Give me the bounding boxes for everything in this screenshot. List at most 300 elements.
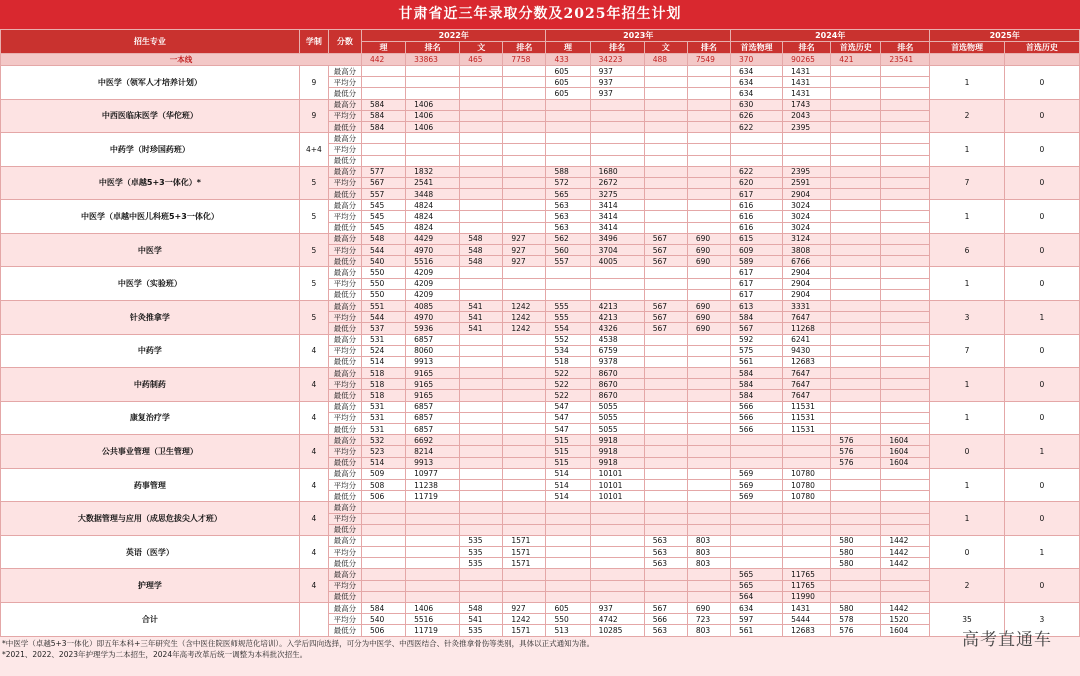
score-cell xyxy=(546,558,590,569)
score-cell xyxy=(831,166,881,177)
score-cell: 10101 xyxy=(590,479,644,490)
score-cell: 1743 xyxy=(783,99,831,110)
header-2023: 2023年 xyxy=(546,30,730,42)
major-name: 中医学（卓越中医儿科班5+3一体化） xyxy=(1,200,300,234)
header-score: 分数 xyxy=(328,30,361,54)
score-cell xyxy=(687,66,730,77)
score-cell: 4209 xyxy=(406,289,460,300)
score-cell xyxy=(460,502,503,513)
score-cell xyxy=(687,334,730,345)
score-cell xyxy=(881,468,930,479)
score-cell xyxy=(831,513,881,524)
score-cell xyxy=(881,345,930,356)
score-cell xyxy=(687,401,730,412)
plan-history: 0 xyxy=(1004,569,1079,603)
score-cell: 514 xyxy=(546,491,590,502)
score-cell xyxy=(644,189,687,200)
score-cell xyxy=(503,289,546,300)
plan-physics: 1 xyxy=(930,66,1004,100)
score-cell: 634 xyxy=(730,66,782,77)
score-cell: 3024 xyxy=(783,200,831,211)
score-cell: 550 xyxy=(361,267,405,278)
score-type-label: 最低分 xyxy=(328,356,361,367)
score-cell: 515 xyxy=(546,446,590,457)
score-cell: 4824 xyxy=(406,200,460,211)
score-cell xyxy=(406,547,460,558)
score-cell: 540 xyxy=(361,256,405,267)
score-cell: 515 xyxy=(546,435,590,446)
score-cell xyxy=(406,502,460,513)
score-cell xyxy=(881,312,930,323)
score-cell xyxy=(687,390,730,401)
score-cell: 531 xyxy=(361,424,405,435)
score-cell: 5516 xyxy=(406,614,460,625)
score-cell xyxy=(881,177,930,188)
score-cell: 3331 xyxy=(783,300,831,311)
score-cell: 4824 xyxy=(406,211,460,222)
plan-physics: 1 xyxy=(930,267,1004,301)
score-cell xyxy=(687,491,730,502)
score-cell xyxy=(644,66,687,77)
score-cell: 566 xyxy=(730,401,782,412)
score-cell: 563 xyxy=(644,625,687,636)
score-cell xyxy=(831,144,881,155)
header-sub-col: 文 xyxy=(460,42,503,54)
score-cell xyxy=(460,166,503,177)
table-row xyxy=(1,99,1080,110)
score-cell: 522 xyxy=(546,379,590,390)
score-cell xyxy=(831,412,881,423)
score-cell xyxy=(730,535,782,546)
score-cell xyxy=(831,278,881,289)
score-cell: 11531 xyxy=(783,401,831,412)
major-years: 5 xyxy=(299,233,328,267)
score-cell xyxy=(783,513,831,524)
table-row xyxy=(1,334,1080,345)
score-cell: 1431 xyxy=(783,77,831,88)
score-cell xyxy=(783,547,831,558)
score-cell xyxy=(687,166,730,177)
baseline-value: 442 xyxy=(361,54,405,66)
plan-history: 0 xyxy=(1004,334,1079,368)
score-cell xyxy=(687,468,730,479)
score-cell: 5936 xyxy=(406,323,460,334)
score-cell xyxy=(831,267,881,278)
score-cell xyxy=(881,513,930,524)
score-cell xyxy=(546,278,590,289)
score-cell: 1832 xyxy=(406,166,460,177)
table-row xyxy=(1,133,1080,144)
score-cell: 565 xyxy=(730,569,782,580)
score-cell: 506 xyxy=(361,625,405,636)
score-cell xyxy=(546,535,590,546)
score-cell: 567 xyxy=(644,603,687,614)
score-cell xyxy=(881,412,930,423)
score-cell: 4824 xyxy=(406,222,460,233)
score-cell: 8060 xyxy=(406,345,460,356)
score-cell: 4538 xyxy=(590,334,644,345)
score-cell xyxy=(361,133,405,144)
major-group xyxy=(1,99,1080,133)
score-cell: 6857 xyxy=(406,424,460,435)
score-cell: 10780 xyxy=(783,491,831,502)
score-cell: 11765 xyxy=(783,580,831,591)
score-cell xyxy=(730,524,782,535)
score-cell: 634 xyxy=(730,77,782,88)
major-years: 5 xyxy=(299,200,328,234)
score-cell xyxy=(881,379,930,390)
score-cell: 547 xyxy=(546,424,590,435)
header-sub-col: 理 xyxy=(361,42,405,54)
score-cell: 10101 xyxy=(590,468,644,479)
score-cell xyxy=(460,211,503,222)
plan-physics: 35 xyxy=(930,603,1004,637)
header-sub-col: 理 xyxy=(546,42,590,54)
header-sub-col: 排名 xyxy=(881,42,930,54)
score-type-label: 平均分 xyxy=(328,77,361,88)
score-cell xyxy=(590,144,644,155)
score-cell: 547 xyxy=(546,401,590,412)
score-cell xyxy=(730,155,782,166)
score-cell xyxy=(503,88,546,99)
major-name: 中医学 xyxy=(1,233,300,267)
score-cell xyxy=(687,144,730,155)
score-cell: 3808 xyxy=(783,245,831,256)
score-cell: 544 xyxy=(361,312,405,323)
score-cell xyxy=(831,77,881,88)
score-cell xyxy=(881,569,930,580)
score-cell xyxy=(503,166,546,177)
score-cell: 548 xyxy=(460,256,503,267)
score-cell xyxy=(644,435,687,446)
score-cell: 11238 xyxy=(406,479,460,490)
score-cell: 8214 xyxy=(406,446,460,457)
score-cell xyxy=(546,502,590,513)
score-cell: 567 xyxy=(644,312,687,323)
score-cell: 547 xyxy=(546,412,590,423)
major-years: 9 xyxy=(299,66,328,100)
score-cell: 3024 xyxy=(783,222,831,233)
score-cell: 1571 xyxy=(503,625,546,636)
score-cell xyxy=(503,110,546,121)
score-cell: 12683 xyxy=(783,356,831,367)
score-cell: 2904 xyxy=(783,278,831,289)
admission-score-table xyxy=(0,29,1080,637)
score-cell: 589 xyxy=(730,256,782,267)
score-cell: 541 xyxy=(460,300,503,311)
baseline-value: 370 xyxy=(730,54,782,66)
major-name: 针灸推拿学 xyxy=(1,300,300,334)
footnote-1: *中医学（卓越5+3一体化）即五年本科+三年研究生（含中医住院医师规范化培训）。入学后四向选择，可分为中医学、中西医结合、针灸推拿骨伤等类别，具体以正式通知为准。 xyxy=(2,639,595,648)
score-type-label: 最低分 xyxy=(328,524,361,535)
score-cell xyxy=(687,289,730,300)
score-cell xyxy=(730,547,782,558)
score-cell: 524 xyxy=(361,345,405,356)
score-cell xyxy=(406,558,460,569)
score-type-label: 平均分 xyxy=(328,547,361,558)
score-cell xyxy=(881,110,930,121)
score-cell: 10101 xyxy=(590,491,644,502)
score-cell: 1406 xyxy=(406,110,460,121)
plan-history: 0 xyxy=(1004,133,1079,167)
score-cell: 11268 xyxy=(783,323,831,334)
plan-physics: 2 xyxy=(930,99,1004,133)
score-cell xyxy=(881,368,930,379)
score-cell: 567 xyxy=(644,300,687,311)
major-group xyxy=(1,133,1080,167)
major-group xyxy=(1,300,1080,334)
major-years: 4 xyxy=(299,535,328,569)
score-cell xyxy=(881,77,930,88)
score-cell: 3124 xyxy=(783,233,831,244)
score-cell xyxy=(687,591,730,602)
score-cell xyxy=(503,580,546,591)
score-cell xyxy=(503,77,546,88)
score-cell xyxy=(881,356,930,367)
plan-history: 0 xyxy=(1004,368,1079,402)
score-cell: 4970 xyxy=(406,312,460,323)
score-cell xyxy=(644,479,687,490)
score-cell xyxy=(881,502,930,513)
score-cell xyxy=(881,323,930,334)
score-type-label: 最高分 xyxy=(328,200,361,211)
score-cell xyxy=(881,580,930,591)
major-name: 中医学（实验班） xyxy=(1,267,300,301)
score-cell: 9165 xyxy=(406,390,460,401)
header-2022: 2022年 xyxy=(361,30,545,42)
table-row xyxy=(1,267,1080,278)
score-cell: 531 xyxy=(361,412,405,423)
plan-physics: 7 xyxy=(930,166,1004,200)
score-cell xyxy=(460,390,503,401)
score-cell: 690 xyxy=(687,245,730,256)
plan-physics: 1 xyxy=(930,368,1004,402)
score-cell: 584 xyxy=(730,379,782,390)
brand-watermark: 高考直通车 xyxy=(962,630,1052,650)
score-type-label: 最低分 xyxy=(328,591,361,602)
score-type-label: 平均分 xyxy=(328,614,361,625)
score-cell xyxy=(687,200,730,211)
score-cell: 522 xyxy=(546,390,590,401)
score-cell xyxy=(361,569,405,580)
score-cell xyxy=(831,110,881,121)
score-type-label: 平均分 xyxy=(328,379,361,390)
baseline-empty xyxy=(1004,54,1079,66)
major-name: 康复治疗学 xyxy=(1,401,300,435)
score-cell: 616 xyxy=(730,222,782,233)
score-type-label: 最低分 xyxy=(328,121,361,132)
score-cell xyxy=(831,200,881,211)
score-cell: 567 xyxy=(644,256,687,267)
score-cell: 1604 xyxy=(881,446,930,457)
score-cell: 523 xyxy=(361,446,405,457)
score-cell: 609 xyxy=(730,245,782,256)
score-cell xyxy=(590,524,644,535)
score-cell xyxy=(460,401,503,412)
score-cell: 2043 xyxy=(783,110,831,121)
score-cell: 9918 xyxy=(590,435,644,446)
score-cell xyxy=(881,66,930,77)
score-cell: 557 xyxy=(361,189,405,200)
score-cell xyxy=(881,144,930,155)
score-cell: 8670 xyxy=(590,379,644,390)
score-cell xyxy=(881,245,930,256)
score-cell: 1571 xyxy=(503,535,546,546)
score-cell: 566 xyxy=(730,424,782,435)
score-cell: 4005 xyxy=(590,256,644,267)
score-cell: 563 xyxy=(546,200,590,211)
score-cell xyxy=(503,502,546,513)
score-cell: 9165 xyxy=(406,379,460,390)
score-cell: 605 xyxy=(546,88,590,99)
score-cell xyxy=(831,424,881,435)
score-cell xyxy=(783,133,831,144)
score-cell xyxy=(687,356,730,367)
score-cell xyxy=(831,256,881,267)
score-cell xyxy=(644,401,687,412)
score-cell: 9378 xyxy=(590,356,644,367)
score-cell: 513 xyxy=(546,625,590,636)
score-cell xyxy=(503,211,546,222)
score-cell: 5055 xyxy=(590,401,644,412)
score-cell: 10780 xyxy=(783,468,831,479)
score-cell: 7647 xyxy=(783,312,831,323)
score-cell: 518 xyxy=(361,379,405,390)
major-name: 护理学 xyxy=(1,569,300,603)
score-cell xyxy=(783,435,831,446)
score-cell xyxy=(361,66,405,77)
score-cell xyxy=(590,155,644,166)
score-cell: 937 xyxy=(590,603,644,614)
score-cell: 12683 xyxy=(783,625,831,636)
score-cell xyxy=(831,155,881,166)
score-cell xyxy=(460,110,503,121)
score-cell: 937 xyxy=(590,77,644,88)
score-type-label: 最高分 xyxy=(328,603,361,614)
score-cell: 514 xyxy=(361,457,405,468)
score-cell xyxy=(503,424,546,435)
score-cell: 9918 xyxy=(590,446,644,457)
score-cell xyxy=(881,300,930,311)
score-cell xyxy=(460,88,503,99)
table-row xyxy=(1,435,1080,446)
score-cell xyxy=(503,569,546,580)
major-name: 大数据管理与应用（成思危拔尖人才班） xyxy=(1,502,300,536)
plan-history: 0 xyxy=(1004,502,1079,536)
score-type-label: 最低分 xyxy=(328,189,361,200)
score-cell: 563 xyxy=(644,547,687,558)
score-cell: 1442 xyxy=(881,603,930,614)
score-type-label: 最低分 xyxy=(328,390,361,401)
score-cell: 1406 xyxy=(406,603,460,614)
score-cell: 690 xyxy=(687,312,730,323)
score-cell xyxy=(460,379,503,390)
baseline-empty xyxy=(930,54,1004,66)
score-cell xyxy=(546,547,590,558)
major-years: 9 xyxy=(299,99,328,133)
score-cell xyxy=(730,457,782,468)
score-cell xyxy=(503,356,546,367)
score-type-label: 最高分 xyxy=(328,334,361,345)
score-cell xyxy=(831,121,881,132)
score-cell xyxy=(644,278,687,289)
major-name: 合计 xyxy=(1,603,300,637)
score-cell xyxy=(503,524,546,535)
major-years: 4 xyxy=(299,468,328,502)
score-cell: 3414 xyxy=(590,211,644,222)
plan-physics: 1 xyxy=(930,502,1004,536)
score-cell: 584 xyxy=(361,603,405,614)
score-cell xyxy=(546,110,590,121)
score-cell: 506 xyxy=(361,491,405,502)
major-group xyxy=(1,569,1080,603)
score-cell xyxy=(503,267,546,278)
score-cell: 10285 xyxy=(590,625,644,636)
score-cell xyxy=(881,289,930,300)
score-cell xyxy=(503,446,546,457)
score-type-label: 最高分 xyxy=(328,535,361,546)
score-cell xyxy=(460,368,503,379)
footnote-2: *2021、2022、2023年护理学为二本招生，2024年高考改革后统一调整为本科批次招生。 xyxy=(2,650,308,659)
score-type-label: 平均分 xyxy=(328,412,361,423)
score-cell: 11990 xyxy=(783,591,831,602)
score-cell xyxy=(881,390,930,401)
score-cell xyxy=(644,177,687,188)
score-cell xyxy=(831,99,881,110)
score-cell xyxy=(687,110,730,121)
score-cell xyxy=(831,323,881,334)
score-type-label: 最低分 xyxy=(328,256,361,267)
score-cell: 545 xyxy=(361,200,405,211)
score-cell: 535 xyxy=(460,558,503,569)
score-cell: 1242 xyxy=(503,312,546,323)
score-cell xyxy=(503,177,546,188)
major-years: 4 xyxy=(299,502,328,536)
score-cell xyxy=(644,457,687,468)
score-cell xyxy=(644,524,687,535)
score-cell: 9918 xyxy=(590,457,644,468)
baseline-value: 421 xyxy=(831,54,881,66)
score-cell xyxy=(406,569,460,580)
score-cell: 567 xyxy=(644,233,687,244)
score-cell: 565 xyxy=(546,189,590,200)
score-cell xyxy=(831,345,881,356)
score-cell xyxy=(831,468,881,479)
major-group xyxy=(1,502,1080,536)
score-type-label: 平均分 xyxy=(328,345,361,356)
score-cell: 1442 xyxy=(881,547,930,558)
score-cell: 613 xyxy=(730,300,782,311)
score-cell: 567 xyxy=(361,177,405,188)
score-cell: 1406 xyxy=(406,99,460,110)
score-cell xyxy=(644,345,687,356)
score-cell xyxy=(546,133,590,144)
score-cell: 518 xyxy=(361,368,405,379)
score-cell: 569 xyxy=(730,491,782,502)
score-cell xyxy=(687,412,730,423)
score-cell: 9913 xyxy=(406,457,460,468)
table-row xyxy=(1,401,1080,412)
score-type-label: 最高分 xyxy=(328,368,361,379)
header-sub-col: 排名 xyxy=(503,42,546,54)
score-cell xyxy=(687,222,730,233)
score-cell: 1604 xyxy=(881,625,930,636)
score-cell xyxy=(783,524,831,535)
score-cell: 11719 xyxy=(406,625,460,636)
score-cell: 561 xyxy=(730,625,782,636)
major-years: 4 xyxy=(299,368,328,402)
score-cell: 11531 xyxy=(783,424,831,435)
